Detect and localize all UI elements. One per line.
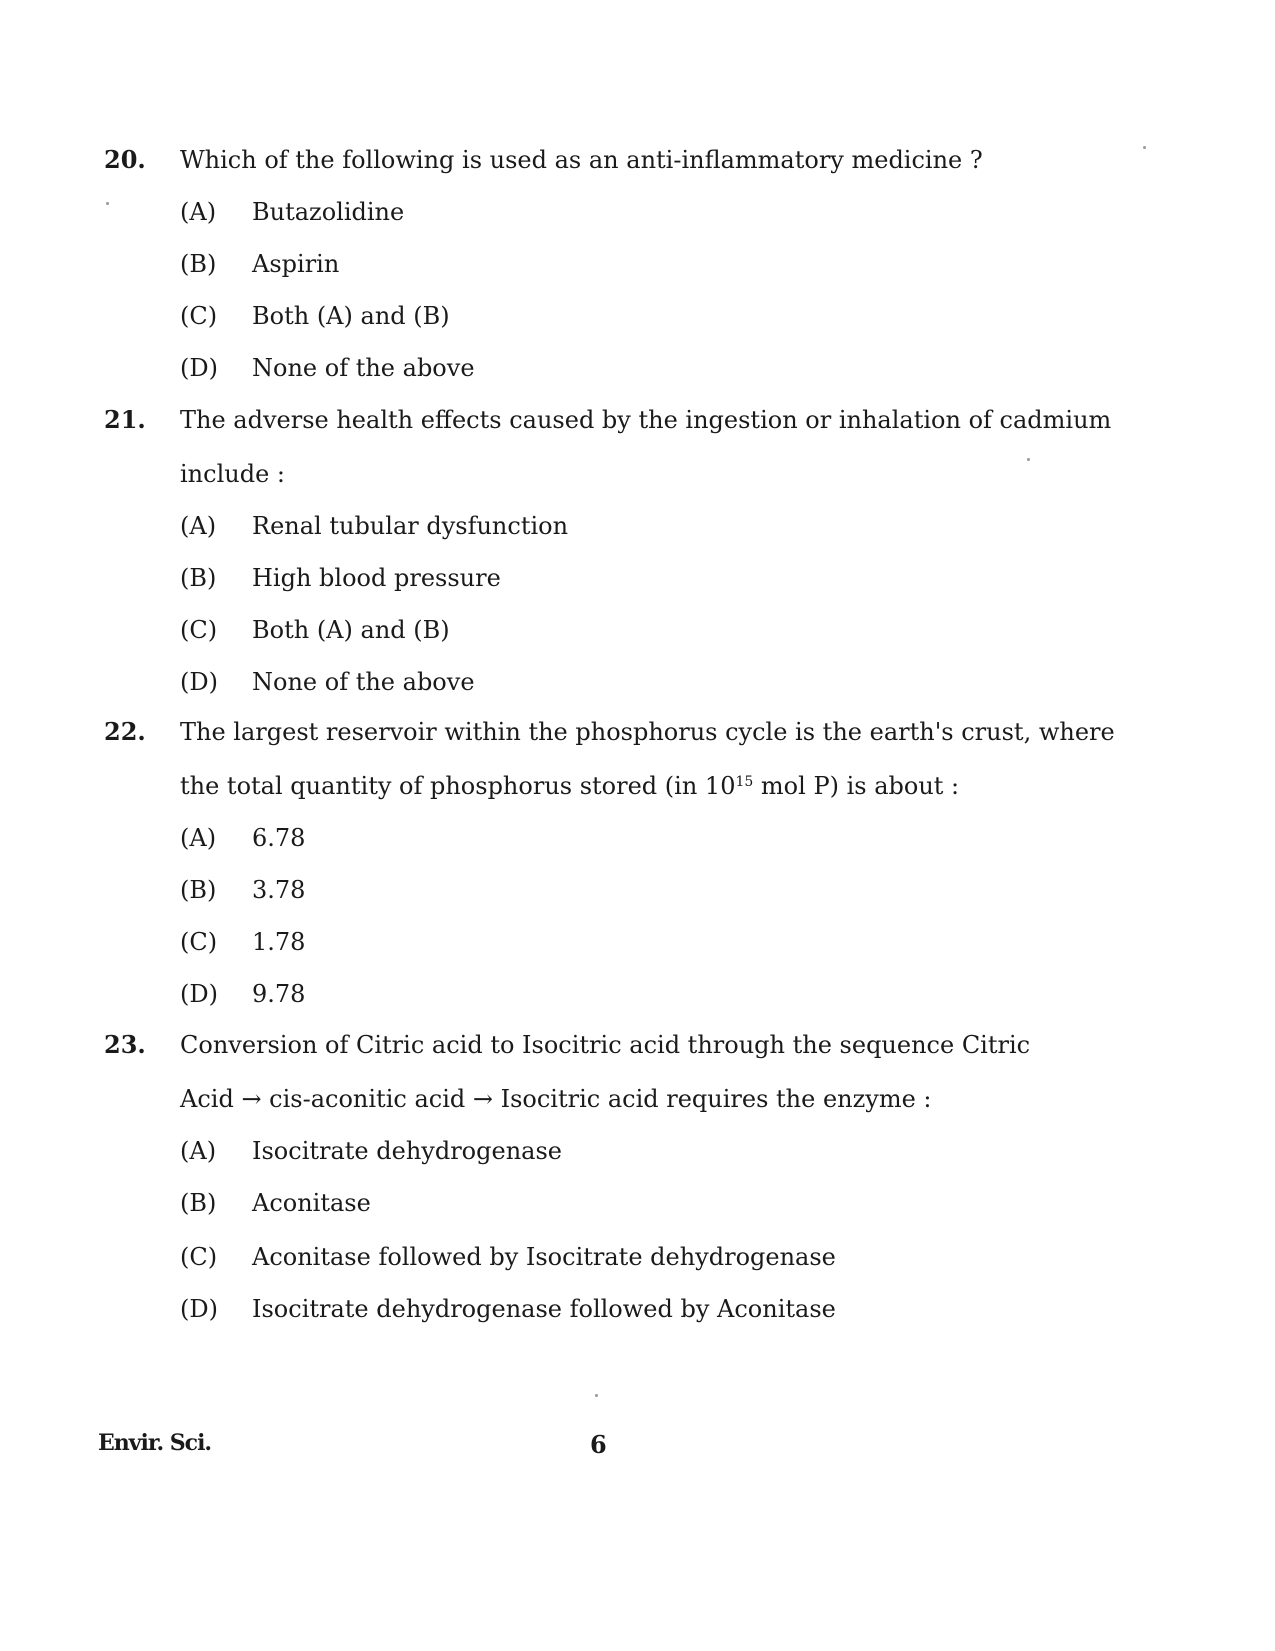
option-label: (B) (180, 250, 217, 278)
option-label: (D) (180, 980, 218, 1008)
question-text (180, 393, 1120, 501)
exponent: 15 (735, 774, 754, 790)
question-text (180, 1018, 1120, 1126)
question-number: 21. (104, 405, 146, 434)
option-text: Isocitrate dehydrogenase (252, 1137, 562, 1165)
option-label: (C) (180, 1243, 218, 1271)
option-d (180, 353, 475, 383)
option-label: (C) (180, 928, 218, 956)
option-d (180, 979, 305, 1009)
option-text: Renal tubular dysfunction (252, 512, 569, 540)
question-text-line (180, 759, 1120, 813)
option-b (180, 875, 305, 905)
question-number: 20. (104, 145, 146, 174)
scan-speck (106, 202, 109, 205)
option-text: Aconitase followed by Isocitrate dehydrogenase (252, 1243, 836, 1271)
footer-subject: Envir. Sci. (98, 1430, 212, 1456)
option-text: Both (A) and (B) (252, 302, 450, 330)
option-a (180, 511, 568, 541)
option-label: (C) (180, 616, 218, 644)
question-text (180, 705, 1120, 813)
option-b (180, 1188, 371, 1218)
option-d (180, 667, 475, 697)
option-text: Both (A) and (B) (252, 616, 450, 644)
option-label: (D) (180, 354, 218, 382)
option-label: (B) (180, 564, 217, 592)
question-number: 23. (104, 1030, 146, 1059)
option-label: (C) (180, 302, 218, 330)
option-text: 1.78 (252, 928, 306, 956)
option-text: Aspirin (252, 250, 340, 278)
question-text (180, 133, 1120, 187)
option-text: Isocitrate dehydrogenase followed by Aconitase (252, 1295, 836, 1323)
option-a (180, 197, 404, 227)
option-label: (A) (180, 824, 217, 852)
option-c (180, 1242, 836, 1272)
option-label: (A) (180, 512, 217, 540)
text-segment: mol P) is about : (753, 772, 960, 800)
option-text: Butazolidine (252, 198, 405, 226)
option-text: High blood pressure (252, 564, 501, 592)
scan-speck (1143, 146, 1146, 149)
question-text-line: The largest reservoir within the phosphorus cycle is the earth's crust, where (180, 718, 1115, 746)
question-text-line: include : (180, 460, 285, 488)
option-b (180, 563, 501, 593)
scan-speck (1027, 458, 1030, 461)
option-label: (A) (180, 1137, 217, 1165)
question-number: 22. (104, 717, 146, 746)
option-d (180, 1294, 836, 1324)
option-text: None of the above (252, 354, 475, 382)
question-text-line: The adverse health effects caused by the ingestion or inhalation of cadmium (180, 406, 1112, 434)
option-a (180, 823, 305, 853)
option-label: (A) (180, 198, 217, 226)
option-text: 6.78 (252, 824, 306, 852)
option-c (180, 927, 305, 957)
text-segment: the total quantity of phosphorus stored (in 10 (180, 772, 736, 800)
option-text: Aconitase (252, 1189, 371, 1217)
question-text-line: Acid → cis-aconitic acid → Isocitric acid requires the enzyme : (180, 1085, 932, 1113)
option-b (180, 249, 339, 279)
question-text-line: Conversion of Citric acid to Isocitric acid through the sequence Citric (180, 1031, 1031, 1059)
option-a (180, 1136, 562, 1166)
option-label: (B) (180, 1189, 217, 1217)
scan-speck (595, 1394, 598, 1397)
option-label: (D) (180, 1295, 218, 1323)
option-text: 9.78 (252, 980, 306, 1008)
option-text: 3.78 (252, 876, 306, 904)
page-number: 6 (590, 1430, 607, 1459)
option-text: None of the above (252, 668, 475, 696)
option-label: (B) (180, 876, 217, 904)
option-c (180, 301, 450, 331)
question-text-line: Which of the following is used as an anti-inflammatory medicine ? (180, 146, 983, 174)
option-c (180, 615, 450, 645)
option-label: (D) (180, 668, 218, 696)
